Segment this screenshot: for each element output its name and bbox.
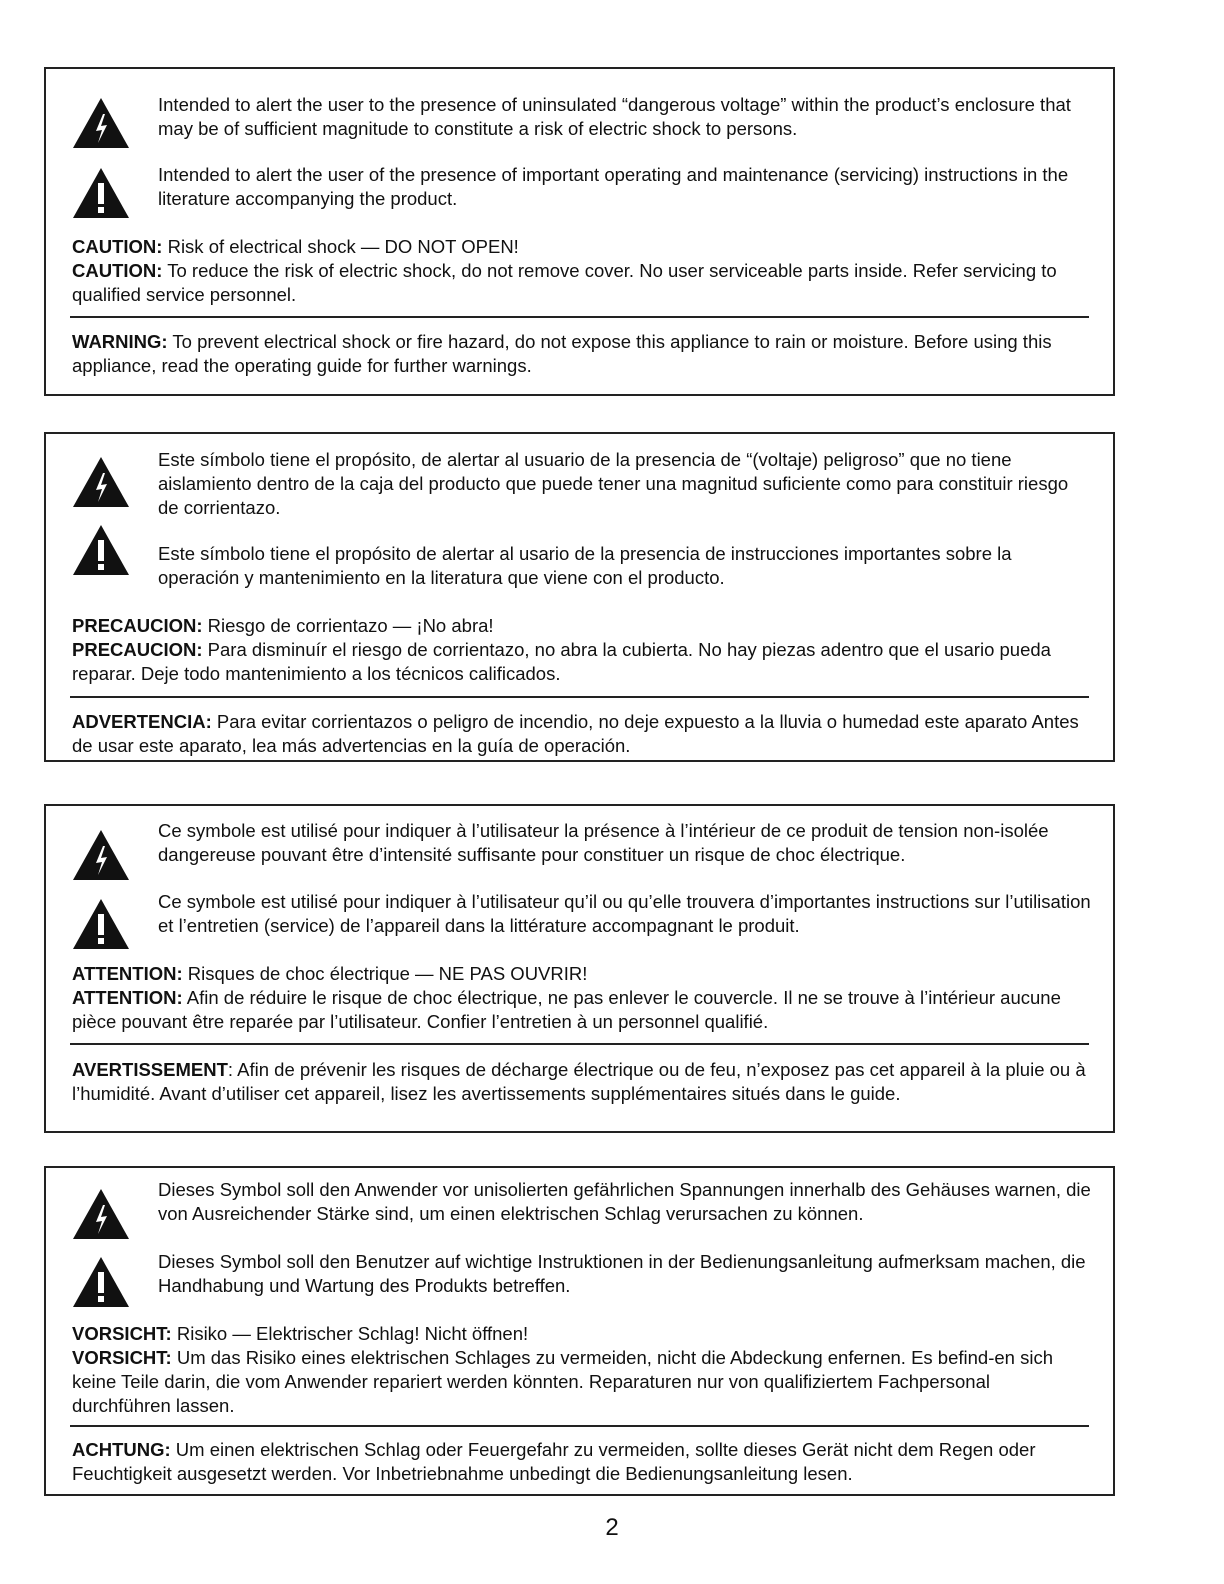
warning-label: WARNING:	[72, 331, 168, 352]
caution-line-1	[72, 962, 1091, 986]
lightning-symbol-text: Ce symbole est utilisé pour indiquer à l’utilisateur la présence à l’intérieur de ce produit de tension non-isolée dangereuse pouvant être d’intensité suffisante pour constituer un risque de choc électrique.	[158, 820, 1049, 865]
warning-text: To prevent electrical shock or fire hazard, do not expose this appliance to rain or moisture. Before using this appliance, read the operating guide for further warnings.	[72, 331, 1052, 376]
safety-box-english	[44, 67, 1115, 396]
caution-block	[72, 235, 1091, 307]
lightning-symbol-row	[46, 819, 1113, 875]
divider	[70, 316, 1089, 318]
warning-text: Para evitar corrientazos o peligro de incendio, no deje expuesto a la lluvia o humedad este aparato Antes de usar este aparato, lea más advertencias en la guía de operación.	[72, 711, 1079, 756]
divider	[70, 1043, 1089, 1045]
caution-text: To reduce the risk of electric shock, do not remove cover. No user serviceable parts inside. Refer servicing to qualified service personnel.	[72, 260, 1057, 305]
caution-label: CAUTION:	[72, 236, 163, 257]
safety-box-german	[44, 1166, 1115, 1496]
exclamation-symbol-text: Intended to alert the user of the presence of important operating and maintenance (servicing) instructions in the literature accompanying the product.	[158, 164, 1069, 209]
lightning-symbol-text: Dieses Symbol soll den Anwender vor unisolierten gefährlichen Spannungen innerhalb des Gehäuses warnen, die von Ausreichender Stärke sind, um einen elektrischen Schlag verursachen zu können.	[158, 1179, 1091, 1224]
lightning-symbol-row	[46, 1178, 1113, 1234]
warning-block	[72, 1058, 1091, 1106]
lightning-bolt-warning-icon	[72, 829, 130, 881]
caution-line-1	[72, 614, 1091, 638]
caution-block	[72, 1322, 1091, 1418]
lightning-bolt-warning-icon	[72, 456, 130, 508]
exclamation-symbol-row	[46, 542, 1113, 598]
lightning-symbol-text: Intended to alert the user to the presence of uninsulated “dangerous voltage” within the product’s enclosure that may be of sufficient magnitude to constitute a risk of electric shock to persons.	[158, 94, 1071, 139]
caution-label: CAUTION:	[72, 260, 163, 281]
exclamation-symbol-text: Ce symbole est utilisé pour indiquer à l’utilisateur qu’il ou qu’elle trouvera d’importantes instructions sur l’utilisation et l’entretien (service) de l’appareil dans la littérature accompagnant le produit.	[158, 891, 1091, 936]
caution-line-1	[72, 1322, 1091, 1346]
caution-line-2	[72, 986, 1091, 1034]
exclamation-warning-icon	[72, 1256, 130, 1308]
caution-text: Risk of electrical shock — DO NOT OPEN!	[162, 236, 519, 257]
caution-block	[72, 962, 1091, 1034]
lightning-symbol-row	[46, 448, 1113, 524]
caution-label: VORSICHT:	[72, 1347, 172, 1368]
caution-text: Risiko — Elektrischer Schlag! Nicht öffnen!	[171, 1323, 529, 1344]
lightning-symbol-row	[46, 93, 1113, 149]
lightning-bolt-warning-icon	[72, 1188, 130, 1240]
caution-label: PRECAUCION:	[72, 615, 203, 636]
warning-text: : Afin de prévenir les risques de décharge électrique ou de feu, n’exposez pas cet appareil à la pluie ou à l’humidité. Avant d’utiliser cet appareil, lisez les avertissements supplémentaires situés dans le guide.	[72, 1059, 1086, 1104]
caution-text: Riesgo de corrientazo — ¡No abra!	[202, 615, 494, 636]
lightning-bolt-warning-icon	[72, 97, 130, 149]
lightning-symbol-text: Este símbolo tiene el propósito, de alertar al usuario de la presencia de “(voltaje) peligroso” que no tiene aislamiento dentro de la caja del producto que puede tener una magnitud suficiente como para constituir riesgo de corrientazo.	[158, 449, 1069, 518]
caution-line-2	[72, 259, 1091, 307]
warning-block	[72, 330, 1091, 378]
caution-label: ATTENTION:	[72, 987, 183, 1008]
caution-line-2	[72, 1346, 1091, 1418]
caution-text: Um das Risiko eines elektrischen Schlages zu vermeiden, nicht die Abdeckung enfernen. Es befind-en sich keine Teile darin, die vom Anwender repariert werden könnten. Reparaturen nur von qualifiziertem Fachpersonal durchführen lassen.	[72, 1347, 1053, 1416]
page-number: 2	[605, 1514, 619, 1541]
caution-line-2	[72, 638, 1091, 686]
exclamation-warning-icon	[72, 524, 130, 576]
warning-text: Um einen elektrischen Schlag oder Feuergefahr zu vermeiden, sollte dieses Gerät nicht dem Regen oder Feuchtigkeit ausgesetzt werden. Vor Inbetriebnahme unbedingt die Bedienungsanleitung lesen.	[72, 1439, 1036, 1484]
warning-label: AVERTISSEMENT	[72, 1059, 228, 1080]
safety-box-spanish	[44, 432, 1115, 762]
exclamation-symbol-row	[46, 163, 1113, 219]
caution-label: VORSICHT:	[72, 1323, 172, 1344]
caution-text: Para disminuír el riesgo de corrientazo, no abra la cubierta. No hay piezas adentro que el usario pueda reparar. Deje todo mantenimiento a los técnicos calificados.	[72, 639, 1051, 684]
warning-label: ADVERTENCIA:	[72, 711, 212, 732]
exclamation-symbol-text: Este símbolo tiene el propósito de alertar al usario de la presencia de instrucciones importantes sobre la operación y mantenimiento en la literatura que viene con el producto.	[158, 543, 1012, 588]
exclamation-warning-icon	[72, 898, 130, 950]
warning-block	[72, 1438, 1091, 1486]
caution-line-1	[72, 235, 1091, 259]
exclamation-symbol-text: Dieses Symbol soll den Benutzer auf wichtige Instruktionen in der Bedienungsanleitung aufmerksam machen, die Handhabung und Wartung des Produkts betreffen.	[158, 1251, 1086, 1296]
caution-text: Afin de réduire le risque de choc électrique, ne pas enlever le couvercle. Il ne se trouve à l’intérieur aucune pièce pouvant être reparée par l’utilisateur. Confier l’entretien à un personnel qualifié.	[72, 987, 1061, 1032]
exclamation-symbol-row	[46, 890, 1113, 946]
caution-block	[72, 614, 1091, 686]
safety-box-french	[44, 804, 1115, 1133]
exclamation-warning-icon	[72, 167, 130, 219]
warning-block	[72, 710, 1091, 758]
exclamation-symbol-row	[46, 1250, 1113, 1306]
caution-text: Risques de choc électrique — NE PAS OUVRIR!	[182, 963, 588, 984]
divider	[70, 1425, 1089, 1427]
caution-label: PRECAUCION:	[72, 639, 203, 660]
caution-label: ATTENTION:	[72, 963, 183, 984]
warning-label: ACHTUNG:	[72, 1439, 171, 1460]
divider	[70, 696, 1089, 698]
